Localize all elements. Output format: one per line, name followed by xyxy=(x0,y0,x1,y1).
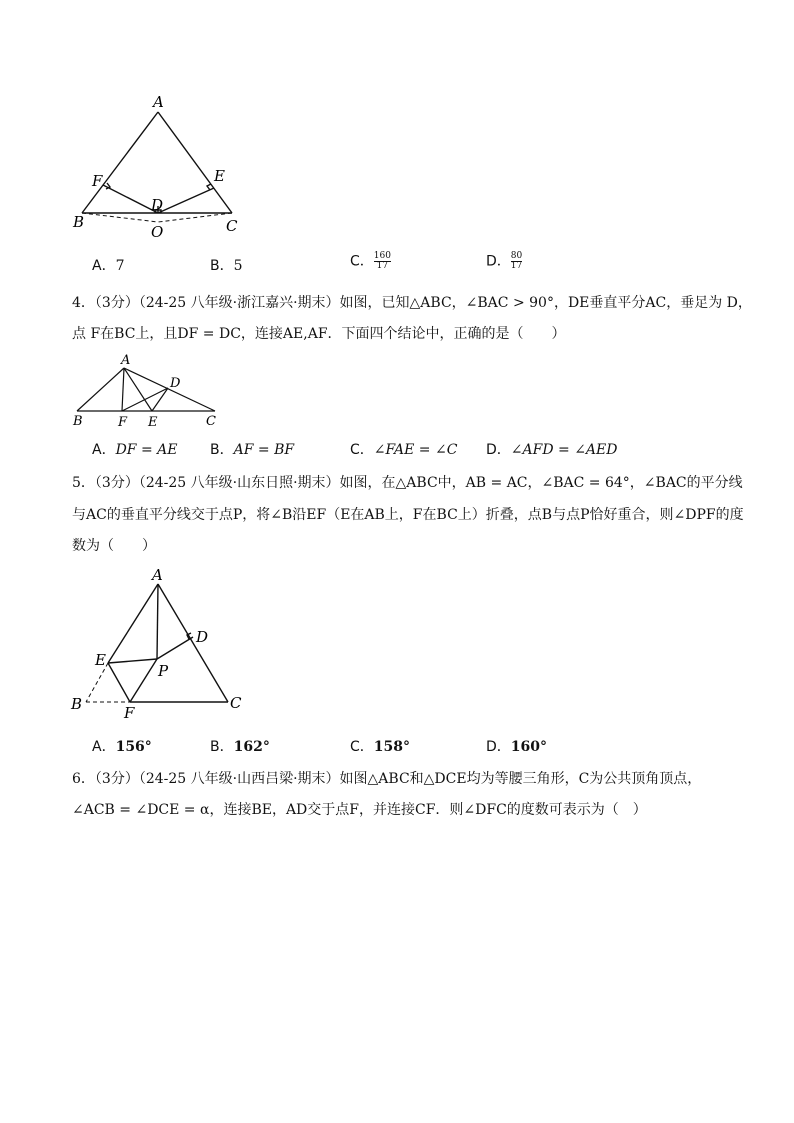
q3-option-a[interactable] xyxy=(92,257,125,275)
label-B: B xyxy=(73,414,83,429)
figure-q5 xyxy=(68,562,258,722)
q4-stem-line1: 4．（3分）（24-25 八年级·浙江嘉兴·期末）如图，已知△ABC，∠BAC > 90°，DE垂直平分AC，垂足为 D， xyxy=(72,295,752,311)
q3-option-d[interactable] xyxy=(486,252,522,271)
figure-q3 xyxy=(70,92,250,242)
q3-option-b[interactable] xyxy=(210,257,243,275)
q3-option-a-value: 7 xyxy=(115,258,125,274)
q4-option-a-letter: A． xyxy=(92,442,116,458)
q5-option-c-value: 158° xyxy=(373,739,411,755)
label-A: A xyxy=(152,566,163,584)
q4-option-c-letter: C． xyxy=(350,442,374,458)
q3-option-d-denominator: 17 xyxy=(510,261,523,271)
q3-option-b-value: 5 xyxy=(233,258,243,274)
q5-option-c[interactable] xyxy=(350,738,410,756)
q5-option-d[interactable] xyxy=(486,738,547,756)
q3-option-d-letter: D． xyxy=(486,253,511,270)
figure-q4 xyxy=(70,350,230,430)
q5-stem-line1: 5．（3分）（24-25 八年级·山东日照·期末）如图，在△ABC中，AB = AC，∠BAC = 64°，∠BAC的平分线 xyxy=(72,475,743,491)
q5-option-b[interactable] xyxy=(210,738,270,756)
label-D: D xyxy=(196,628,209,646)
q3-option-b-letter: B． xyxy=(210,258,234,274)
q5-option-d-letter: D． xyxy=(486,739,511,755)
q5-stem-line3: 数为（ ） xyxy=(72,538,156,554)
q3-option-d-numerator: 80 xyxy=(510,251,523,261)
q4-option-a[interactable] xyxy=(92,441,177,459)
label-A: A xyxy=(153,93,164,111)
label-E: E xyxy=(214,167,225,185)
label-A: A xyxy=(121,353,131,368)
q5-option-a[interactable] xyxy=(92,738,152,756)
q4-option-c-value: ∠FAE = ∠C xyxy=(373,442,458,458)
label-E: E xyxy=(148,415,158,430)
q4-option-d-letter: D． xyxy=(486,442,511,458)
label-F: F xyxy=(118,415,128,430)
q3-option-c[interactable] xyxy=(350,252,391,271)
label-D: D xyxy=(151,196,164,214)
label-C: C xyxy=(206,414,216,429)
label-D: D xyxy=(170,376,181,391)
q5-option-d-value: 160° xyxy=(510,739,548,755)
q5-option-b-value: 162° xyxy=(233,739,270,755)
label-F: F xyxy=(124,704,135,722)
q3-option-a-letter: A． xyxy=(92,258,116,274)
q4-option-c[interactable] xyxy=(350,441,457,459)
label-B: B xyxy=(71,695,83,713)
q3-option-c-fraction xyxy=(374,252,391,271)
q3-option-c-denominator: 17 xyxy=(376,261,389,271)
label-O: O xyxy=(151,223,164,241)
q6-stem-line2: ∠ACB = ∠DCE = α，连接BE，AD交于点F，并连接CF．则∠DFC的度数可表示为（ ） xyxy=(72,802,647,818)
q4-stem-line2: 点 F在BC上，且DF = DC，连接AE,AF．下面四个结论中，正确的是（ ） xyxy=(72,326,566,342)
label-B: B xyxy=(73,213,85,231)
label-E: E xyxy=(95,651,106,669)
q5-option-c-letter: C． xyxy=(350,739,374,755)
q5-option-a-letter: A． xyxy=(92,739,116,755)
label-F: F xyxy=(92,172,103,190)
label-C: C xyxy=(226,217,238,235)
q3-option-c-letter: C． xyxy=(350,253,374,270)
q3-option-c-numerator: 160 xyxy=(373,251,391,261)
q4-option-d[interactable] xyxy=(486,441,617,459)
q4-option-a-value: DF = AE xyxy=(115,442,178,458)
label-C: C xyxy=(230,694,242,712)
q5-stem-line2: 与AC的垂直平分线交于点P，将∠B沿EF（E在AB上，F在BC上）折叠，点B与点P恰好重合，则∠DPF的度 xyxy=(72,507,744,523)
q5-option-b-letter: B． xyxy=(210,739,234,755)
q4-option-d-value: ∠AFD = ∠AED xyxy=(510,442,618,458)
q4-option-b[interactable] xyxy=(210,441,294,459)
q6-stem-line1: 6．（3分）（24-25 八年级·山西吕梁·期末）如图△ABC和△DCE均为等腰三角形，C为公共顶角顶点， xyxy=(72,771,702,787)
q4-option-b-letter: B． xyxy=(210,442,234,458)
q4-option-b-value: AF = BF xyxy=(233,442,295,458)
q3-option-d-fraction xyxy=(511,252,522,271)
q5-option-a-value: 156° xyxy=(115,739,152,755)
label-P: P xyxy=(158,662,169,680)
